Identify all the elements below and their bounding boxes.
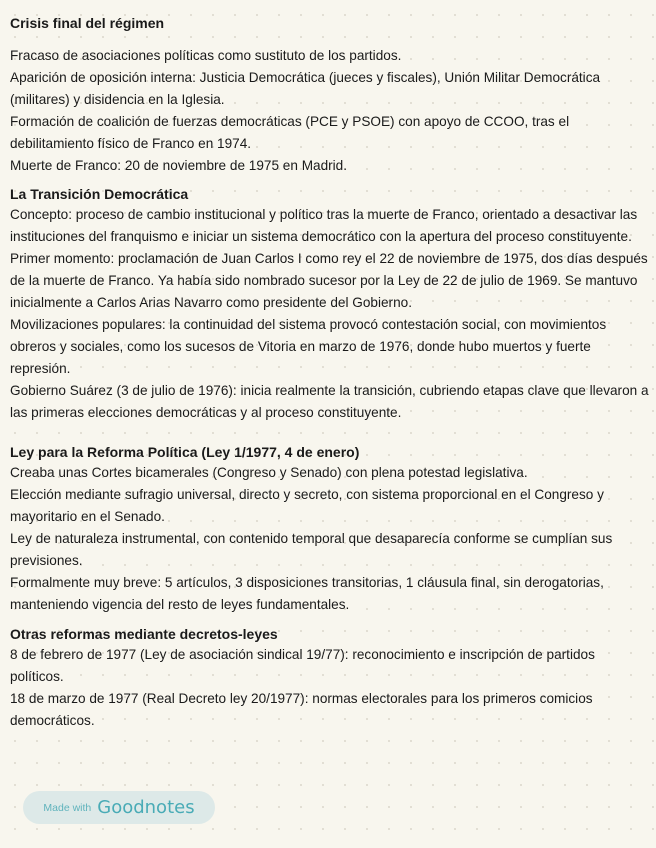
paragraph: Elección mediante sufragio universal, directo y secreto, con sistema proporcional en el Congreso y mayoritario en el Senado.	[10, 487, 604, 524]
paragraph: Fracaso de asociaciones políticas como sustituto de los partidos.	[10, 48, 402, 63]
paragraph: Formación de coalición de fuerzas democráticas (PCE y PSOE) con apoyo de CCOO, tras el debilitamiento físico de Franco en 1974.	[10, 114, 570, 151]
paragraph: Movilizaciones populares: la continuidad del sistema provocó contestación social, con movimientos obreros y sociales, como los sucesos de Vitoria en marzo de 1976, donde hubo muertos y fuerte represión.	[10, 317, 607, 376]
paragraph: Aparición de oposición interna: Justicia Democrática (jueces y fiscales), Unión Militar Democrática (militares) y disidencia en la Iglesia.	[10, 70, 601, 107]
paragraph: Creaba unas Cortes bicamerales (Congreso y Senado) con plena potestad legislativa.	[10, 465, 528, 480]
paragraph: 18 de marzo de 1977 (Real Decreto ley 20/1977): normas electorales para los primeros comicios democráticos.	[10, 691, 593, 728]
paragraph: Primer momento: proclamación de Juan Carlos I como rey el 22 de noviembre de 1975, dos días después de la muerte de Franco. Ya había sido nombrado sucesor por la Ley de 22 de julio de 1969. Se mantuvo inicialmente a Carlos Arias Navarro como presidente del Gobierno.	[10, 251, 648, 310]
paragraph: 8 de febrero de 1977 (Ley de asociación sindical 19/77): reconocimiento e inscripción de partidos políticos.	[10, 647, 595, 684]
section-reforma-politica	[10, 442, 650, 616]
paragraph: Concepto: proceso de cambio institucional y político tras la muerte de Franco, orientado a desactivar las instituciones del franquismo e iniciar un sistema democrático con la apertura del proceso constituyente.	[10, 207, 638, 244]
note-page	[10, 13, 650, 732]
section-heading: Crisis final del régimen	[10, 15, 165, 31]
made-with-goodnotes-badge[interactable]	[23, 791, 215, 824]
section-crisis-final	[10, 13, 650, 177]
goodnotes-logo: Goodnotes	[97, 797, 195, 818]
paragraph: Muerte de Franco: 20 de noviembre de 1975 en Madrid.	[10, 158, 348, 173]
paragraph: Formalmente muy breve: 5 artículos, 3 disposiciones transitorias, 1 cláusula final, sin derogatorias, manteniendo vigencia del resto de leyes fundamentales.	[10, 575, 604, 612]
badge-prefix: Made with	[43, 801, 92, 814]
section-heading: La Transición Democrática	[10, 186, 189, 202]
paragraph: Gobierno Suárez (3 de julio de 1976): inicia realmente la transición, cubriendo etapas clave que llevaron a las primeras elecciones democráticas y al proceso constituyente.	[10, 383, 649, 420]
section-heading: Otras reformas mediante decretos-leyes	[10, 626, 278, 642]
paragraph: Ley de naturaleza instrumental, con contenido temporal que desaparecía conforme se cumplían sus previsiones.	[10, 531, 613, 568]
section-transicion	[10, 184, 650, 424]
section-heading: Ley para la Reforma Política (Ley 1/1977, 4 de enero)	[10, 444, 360, 460]
section-otras-reformas	[10, 624, 650, 732]
